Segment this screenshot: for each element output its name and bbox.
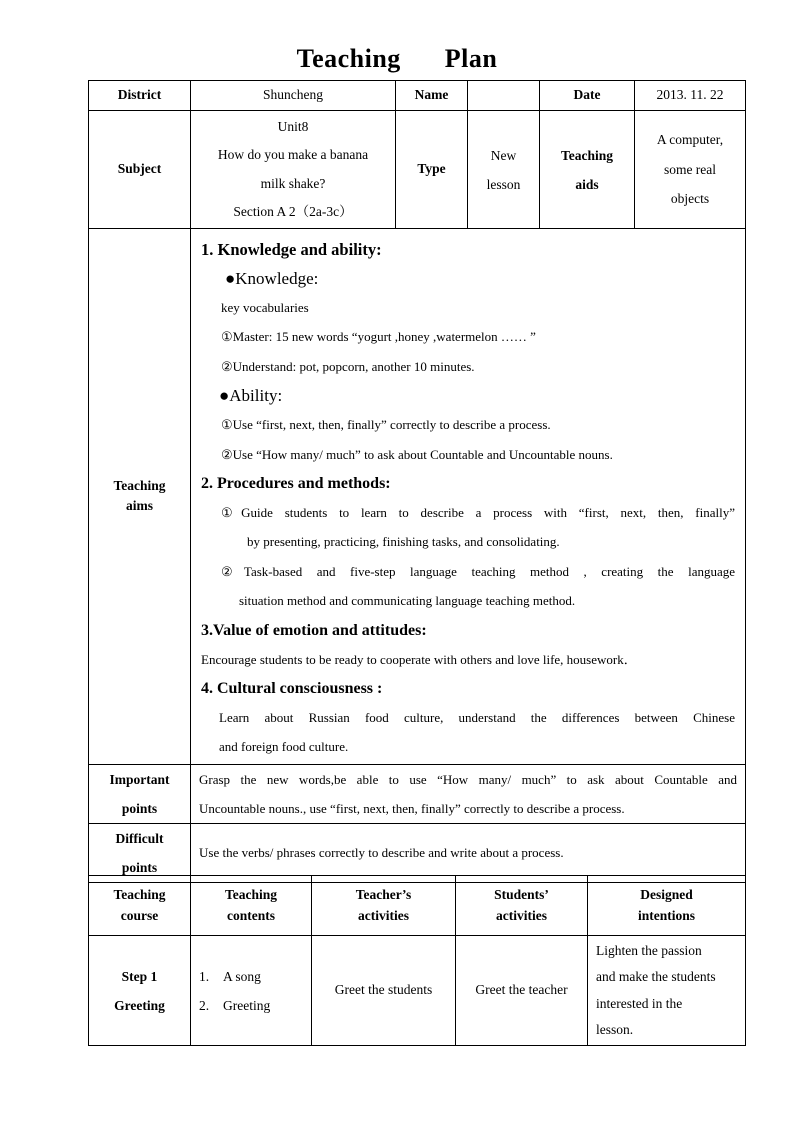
knowledge-heading: ●Knowledge: — [225, 269, 319, 288]
type-label: Type — [396, 111, 468, 229]
difficult-label-line-1: Difficult — [115, 830, 164, 846]
step-1-label-line-1: Step 1 — [121, 968, 158, 984]
subject-line-question-1: How do you make a banana — [217, 147, 369, 162]
knowledge-master: ①Master: 15 new words “yogurt ,honey ,watermelon …… ” — [221, 329, 536, 345]
difficult-points-row — [89, 823, 746, 882]
date-label: Date — [540, 81, 635, 111]
step-1-label-line-2: Greeting — [114, 997, 165, 1013]
culture-line-2: and foreign food culture. — [219, 739, 349, 755]
important-points-row — [89, 764, 746, 823]
step-1-intention-line-3: interested in the — [596, 995, 683, 1011]
page-title — [0, 44, 794, 74]
important-content — [191, 764, 746, 823]
procedure-1-line-1: ①Guide students to learn to describe a process with “first, next, then, finally” — [221, 505, 735, 521]
culture-heading: 4. Cultural consciousness : — [201, 680, 383, 698]
header-designed-intentions-line-1: Designed — [640, 887, 693, 903]
aims-label-line-2: aims — [126, 498, 153, 514]
ability-item-2: ②Use “How many/ much” to ask about Countable and Uncountable nouns. — [221, 446, 613, 462]
step-1-intention-line-4: lesson. — [596, 1022, 634, 1037]
difficult-label-line-2: points — [121, 859, 158, 875]
header-students-activities — [456, 876, 588, 936]
district-label: District — [89, 81, 191, 111]
step-1-content-text: A song — [223, 968, 261, 984]
teaching-aims-row — [89, 229, 746, 765]
subject-line-question-2: milk shake? — [260, 175, 326, 191]
knowledge-ability-heading: 1. Knowledge and ability: — [201, 240, 382, 259]
header-teacher-activities — [312, 876, 456, 936]
subject-label: Subject — [89, 111, 191, 229]
aids-label-line-2: aids — [575, 176, 599, 192]
step-1-row — [89, 936, 746, 1046]
header-students-activities-line-2: activities — [496, 907, 547, 923]
step-1-student-activity: Greet the teacher — [456, 936, 588, 1046]
procedure-1-line-2: by presenting, practicing, finishing tasks, and consolidating. — [247, 534, 560, 550]
subject-line-unit: Unit8 — [277, 118, 309, 134]
subject-row — [89, 111, 746, 229]
aims-content — [191, 229, 746, 765]
step-1-content-item — [199, 991, 311, 1020]
name-value — [468, 81, 540, 111]
type-value — [468, 111, 540, 229]
procedure-2-line-1: ②Task-based and five-step language teaching method , creating the language — [221, 563, 735, 579]
ability-item-1: ①Use “first, next, then, finally” correctly to describe a process. — [221, 417, 551, 433]
step-1-content-item — [199, 962, 311, 991]
aims-label — [89, 229, 191, 765]
header-row — [89, 81, 746, 111]
step-1-content-text: Greeting — [223, 997, 271, 1013]
subject-line-section: Section A 2（2a-3c） — [233, 204, 353, 219]
step-1-contents — [191, 936, 312, 1046]
knowledge-intro: key vocabularies — [221, 300, 309, 315]
header-teacher-activities-line-1: Teacher’s — [355, 887, 412, 903]
header-teaching-course-line-2: course — [120, 907, 159, 923]
district-value: Shuncheng — [191, 81, 396, 111]
header-designed-intentions — [588, 876, 746, 936]
ability-heading: ●Ability: — [219, 386, 283, 406]
type-line-1: New — [490, 147, 517, 163]
header-students-activities-line-1: Students’ — [494, 887, 549, 903]
title-word-plan: Plan — [444, 44, 498, 73]
aids-line-1: A computer, — [656, 132, 724, 148]
procedure-2-line-2: situation method and communicating language teaching method. — [239, 593, 576, 609]
aids-label — [540, 111, 635, 229]
plan-table — [88, 80, 746, 883]
important-label-line-2: points — [121, 800, 158, 816]
course-header-row — [89, 876, 746, 936]
difficult-content: Use the verbs/ phrases correctly to describe and write about a process. — [191, 823, 746, 882]
step-1-intentions — [588, 936, 746, 1046]
knowledge-understand: ②Understand: pot, popcorn, another 10 minutes. — [221, 358, 475, 374]
important-label — [89, 764, 191, 823]
header-teacher-activities-line-2: activities — [358, 907, 409, 923]
step-1-teacher-activity: Greet the students — [312, 936, 456, 1046]
procedures-heading: 2. Procedures and methods: — [201, 475, 391, 493]
type-line-2: lesson — [486, 176, 521, 192]
date-value: 2013. 11. 22 — [635, 81, 746, 111]
header-teaching-contents-line-2: contents — [227, 907, 275, 923]
aims-label-line-1: Teaching — [113, 478, 166, 494]
step-1-intention-line-2: and make the students — [596, 969, 716, 984]
step-1-content-num: 1. — [199, 968, 210, 984]
header-teaching-contents — [191, 876, 312, 936]
header-teaching-course-line-1: Teaching — [113, 887, 166, 903]
difficult-label — [89, 823, 191, 882]
aids-label-line-1: Teaching — [560, 147, 614, 163]
title-word-teaching: Teaching — [296, 44, 401, 73]
header-designed-intentions-line-2: intentions — [637, 907, 695, 923]
course-table — [88, 875, 746, 1046]
header-teaching-course — [89, 876, 191, 936]
important-line-1: Grasp the new words,be able to use “How many/ much” to ask about Countable and — [199, 771, 737, 787]
header-teaching-contents-line-1: Teaching — [224, 887, 278, 903]
value-heading: 3.Value of emotion and attitudes: — [201, 621, 427, 639]
important-label-line-1: Important — [109, 771, 170, 787]
important-line-2: Uncountable nouns., use “first, next, then, finally” correctly to describe a process. — [199, 800, 625, 816]
step-1-label — [89, 936, 191, 1046]
aids-line-2: some real — [663, 161, 717, 177]
name-label: Name — [396, 81, 468, 111]
step-1-intention-line-1: Lighten the passion — [596, 942, 702, 958]
step-1-content-num: 2. — [199, 997, 210, 1013]
aids-line-3: objects — [670, 191, 710, 207]
value-item-1: Encourage students to be ready to cooperate with others and love life, housework． — [201, 651, 637, 667]
aids-value — [635, 111, 746, 229]
subject-value — [191, 111, 396, 229]
culture-line-1: Learn about Russian food culture, understand the differences between Chinese — [219, 710, 735, 726]
